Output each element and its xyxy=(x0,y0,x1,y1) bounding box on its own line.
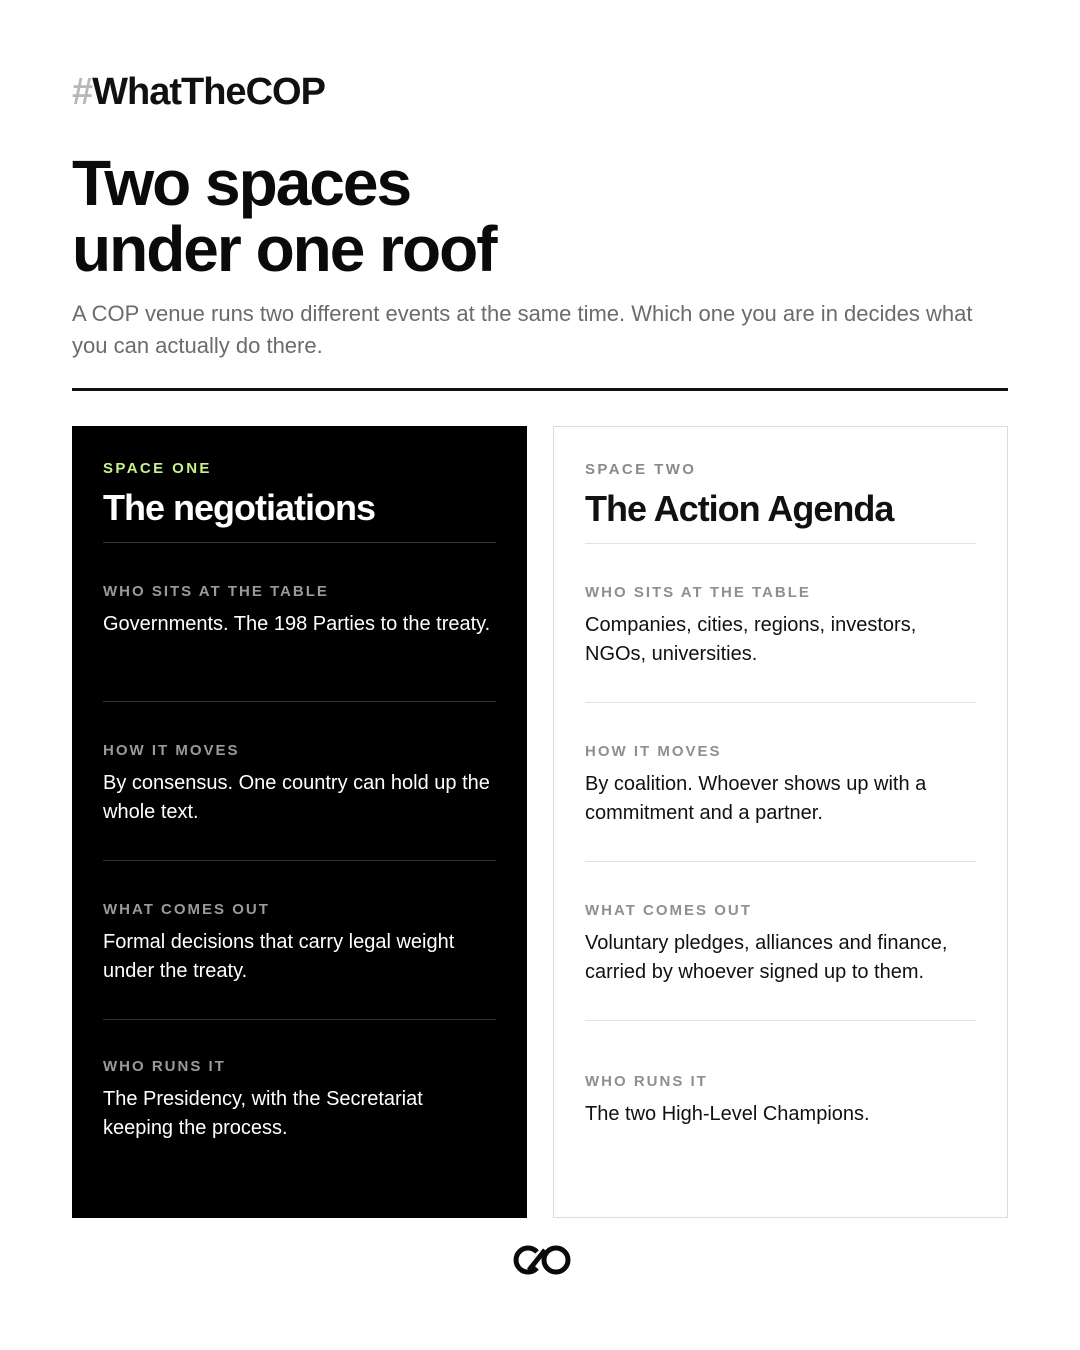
row-label: WHO RUNS IT xyxy=(103,1058,226,1075)
row-label: WHO RUNS IT xyxy=(585,1073,708,1090)
co-infinity-logo-icon xyxy=(507,1243,573,1277)
row-text: Formal decisions that carry legal weight under the treaty. xyxy=(103,931,455,982)
panel-eyebrow: SPACE TWO xyxy=(585,461,697,478)
hashtag-title xyxy=(72,70,325,114)
hashtag-text: WhatTheCOP xyxy=(92,71,325,113)
panel-space-one xyxy=(72,426,527,1218)
row-text: By consensus. One country can hold up the whole text. xyxy=(103,772,490,823)
row-label: WHAT COMES OUT xyxy=(103,901,270,918)
panel-title: The Action Agenda xyxy=(585,488,894,529)
row-what-comes-out xyxy=(585,862,976,1020)
row-label: WHO SITS AT THE TABLE xyxy=(585,584,811,601)
panel-space-two xyxy=(553,426,1008,1218)
panel-title: The negotiations xyxy=(103,487,375,528)
intro-paragraph: A COP venue runs two different events at the same time. Which one you are in decides what you can actually do there. xyxy=(72,301,973,358)
row-text: Governments. The 198 Parties to the treaty. xyxy=(103,613,491,635)
row-text: The Presidency, with the Secretariat keeping the process. xyxy=(103,1088,423,1139)
row-text: The two High-Level Champions. xyxy=(585,1103,870,1125)
row-how-it-moves xyxy=(585,703,976,861)
section-divider xyxy=(72,388,1008,391)
row-text: By coalition. Whoever shows up with a commitment and a partner. xyxy=(585,773,927,824)
row-text: Voluntary pledges, alliances and finance, carried by whoever signed up to them. xyxy=(585,932,948,983)
page-title-line-2: under one roof xyxy=(72,213,496,285)
page-title-line-1: Two spaces xyxy=(72,147,411,219)
row-who-sits xyxy=(103,543,496,701)
row-label: WHAT COMES OUT xyxy=(585,902,752,919)
row-who-sits xyxy=(585,544,976,702)
row-how-it-moves xyxy=(103,702,496,860)
row-who-runs-it xyxy=(585,1021,976,1179)
panel-eyebrow: SPACE ONE xyxy=(103,460,212,477)
row-label: HOW IT MOVES xyxy=(585,743,722,760)
row-label: HOW IT MOVES xyxy=(103,742,240,759)
page-title xyxy=(72,147,496,285)
row-who-runs-it xyxy=(103,1020,496,1178)
row-label: WHO SITS AT THE TABLE xyxy=(103,583,329,600)
hashtag-symbol: # xyxy=(72,71,93,113)
row-text: Companies, cities, regions, investors, NGOs, universities. xyxy=(585,614,917,665)
row-what-comes-out xyxy=(103,861,496,1019)
